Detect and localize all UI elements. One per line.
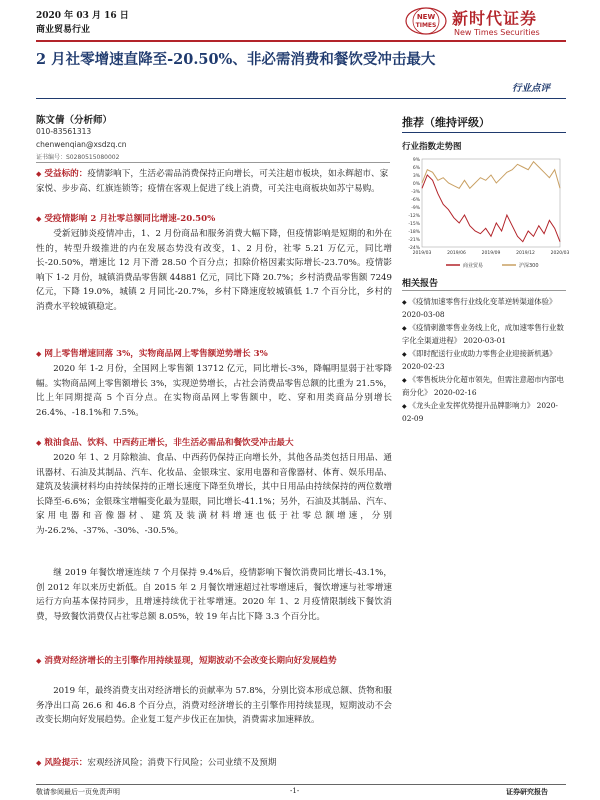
svg-text:TIMES: TIMES: [415, 22, 437, 29]
industry-index-chart: [400, 155, 570, 275]
x-tick-label: 2019/12: [516, 251, 535, 256]
analyst-email[interactable]: chenwenqian@xsdzq.cn: [36, 140, 127, 149]
y-tick-label: -18%: [408, 230, 420, 235]
risk-heading: 风险提示：: [44, 758, 88, 768]
y-tick-label: 0%: [412, 182, 420, 187]
series-line: [422, 162, 560, 189]
y-tick-label: -24%: [408, 246, 420, 251]
related-divider: [402, 290, 566, 291]
bullet-diamond-icon: ◆: [402, 351, 407, 358]
section-heading-categories: ◆ 粮油食品、饮料、中西药正增长，非生活必需品和餐饮受冲击最大: [36, 438, 294, 448]
bullet-diamond-icon: ◆: [402, 403, 407, 410]
bullet-diamond-icon: ◆: [402, 377, 407, 384]
brand-name-en: New Times Securities: [454, 28, 540, 37]
brand-logo-icon: [404, 6, 448, 36]
analyst-cert: 证书编号：S0280515080002: [36, 154, 120, 161]
footer-doc-type: 证券研究报告: [506, 787, 548, 796]
related-report-title: 《疫情刺激零售业务线上化，成加速零售行业数字化全渠道进程》 2020-03-01: [402, 323, 564, 345]
series-line: [422, 175, 560, 242]
bullet-diamond-icon: ◆: [36, 170, 42, 178]
legend-label: 商业贸易: [463, 263, 484, 269]
related-report-item[interactable]: [402, 322, 566, 347]
bullet-diamond-icon: ◆: [36, 349, 42, 358]
footer-divider: [36, 784, 566, 785]
bullet-diamond-icon: ◆: [36, 656, 42, 665]
related-report-item[interactable]: [402, 400, 566, 425]
analyst-phone: 010-83561313: [36, 127, 92, 136]
bullet-diamond-icon: ◆: [402, 325, 407, 332]
y-tick-label: -21%: [408, 238, 420, 243]
chart-title: 行业指数走势图: [402, 142, 462, 152]
x-tick-label: 2019/09: [481, 251, 501, 256]
industry-label: 商业贸易行业: [36, 25, 91, 35]
x-tick-label: 2020/03: [550, 251, 570, 256]
related-reports-title: 相关报告: [402, 279, 439, 289]
title-divider: [36, 98, 566, 99]
footer-page-number: -1-: [290, 787, 300, 795]
paragraph-retail-sales: 受新冠肺炎疫情冲击，1、2 月份商品和服务消费大幅下降，但疫情影响是短期的和外在性的，转型升级推进的内在发展态势没有改变，1、2 月份，社零 5.21 万亿元，同比增长-20.50%，增速比 12 月下滑 28.50 个百分点；扣除价格因素实际增长-23.70%。疫情影响下 1-2 月份，城镇消费品零售额 44881 亿元，同比下降 20.7%；乡村消费品零售额 7249 亿元，下降 19.0%，城镇 2 月同比-20.7%，乡村下降速度较城镇低 1.7 个百分比，乡村的消费水平较城镇稳定。: [36, 229, 392, 312]
y-tick-label: -3%: [411, 190, 420, 195]
report-date: 2020 年 03 月 16 日: [36, 11, 129, 21]
bullet-diamond-icon: ◆: [36, 759, 42, 767]
y-tick-label: -6%: [411, 198, 420, 203]
section-heading-online-retail: ◆ 网上零售增速回落 3%，实物商品网上零售额逆势增长 3%: [36, 349, 268, 359]
y-tick-label: 9%: [412, 158, 420, 163]
rating-label: 推荐（维持评级）: [402, 116, 490, 129]
beneficiary-paragraph: [36, 167, 392, 196]
related-report-item[interactable]: [402, 374, 566, 399]
related-report-title: 《疫情加速零售行业线化变革逆转渠道体验》 2020-03-08: [402, 297, 557, 319]
bullet-diamond-icon: ◆: [36, 214, 42, 223]
y-tick-label: -9%: [411, 206, 420, 211]
paragraph-catering: 继 2019 年餐饮增速连续 7 个月保持 9.4%后，疫情影响下餐饮消费同比增长-43.1%，创 2012 年以来历史新低。自 2015 年 2 月餐饮增速超过社零增速后，餐饮增速与社零增速运行方向基本保持同步，且增速持续优于社零增速。2020 年 1、2 月疫情限制线下餐饮消费，导致餐饮消费仅占社零总额 8.05%，较 19 年占比下降 3.3 个百分比。: [36, 568, 392, 622]
legend-label: 沪深300: [519, 263, 539, 269]
bullet-diamond-icon: ◆: [402, 299, 407, 306]
x-tick-label: 2019/03: [412, 251, 432, 256]
risk-paragraph: [36, 756, 392, 771]
beneficiary-heading: 受益标的：: [44, 169, 88, 179]
paragraph-categories: 2020 年 1、2 月除粮油、食品、中西药仍保持正向增长外，其他各品类包括日用品、通讯器材、石油及其制品、汽车、化妆品、金银珠宝、家用电器和音像器材、体育、娱乐用品、建筑及装潢材料均由持续保持的正增长速度下降至负增长，其中日用品由持续保持的两位数增长降至-6.6%；金银珠宝增幅变化最为显眼，同比增长-41.1%；另外，石油及其制品、汽车、家用电器和音像器材、建筑及装潢材料增速也低于社零总额增速，分别为-26.2%、-37%、-30%、-30.5%。: [36, 453, 392, 536]
related-report-title: 《龙头企业发挥优势提升品牌影响力》 2020-02-09: [402, 401, 558, 423]
paragraph-consumption-engine: 2019 年，最终消费支出对经济增长的贡献率为 57.8%，分别比资本形成总额、货物和服务净出口高 26.6 和 46.8 个百分点，消费对经济增长的主引擎作用持续显现，短期波动不会改变长期向好发展趋势。企业复工复产步伐正在加快，消费需求加速释放。: [36, 686, 392, 725]
risk-text: 宏观经济风险；消费下行风险；公司业绩不及预期: [87, 758, 277, 768]
y-tick-label: -12%: [408, 214, 420, 219]
bullet-diamond-icon: ◆: [36, 438, 42, 447]
report-title: 2 月社零增速直降至-20.50%、非必需消费和餐饮受冲击最大: [36, 51, 436, 68]
rating-divider: [402, 132, 566, 133]
related-report-item[interactable]: [402, 348, 566, 373]
header-divider: [36, 40, 566, 42]
x-tick-label: 2019/06: [447, 251, 466, 256]
footer-disclaimer[interactable]: 敬请参阅最后一页免责声明: [36, 788, 120, 796]
brand-name-cn: 新时代证券: [452, 9, 538, 28]
paragraph-online-retail: 2020 年 1-2 月份，全国网上零售额 13712 亿元，同比增长-3%，降幅明显弱于社零降幅。实物商品网上零售额增长 3%，实现逆势增长，占社会消费品零售总额的比重为 21.5%，比上年同期提高 5 个百分点。在实物商品网上零售额中，吃、穿和用类商品分别增长 26.4%、-18.1%和 7.5%。: [36, 364, 392, 418]
analyst-divider: [36, 162, 390, 163]
beneficiary-text: 疫情影响下，生活必需品消费保持正向增长，可关注超市板块，如永辉超市、家家悦、步步高、红旗连锁等；疫情在客观上促进了线上消费，可关注电商板块如苏宁易购。: [36, 169, 389, 194]
y-tick-label: -15%: [408, 222, 420, 227]
section-heading-retail-sales: ◆ 受疫情影响 2 月社零总额同比增速-20.50%: [36, 214, 216, 224]
y-tick-label: 3%: [412, 174, 420, 179]
svg-text:NEW: NEW: [416, 13, 436, 21]
analyst-name: 陈文倩（分析师）: [36, 115, 113, 126]
section-heading-consumption-engine: ◆ 消费对经济增长的主引擎作用持续显现，短期波动不会改变长期向好发展趋势: [36, 656, 337, 666]
report-type-tag: 行业点评: [512, 83, 551, 94]
related-report-title: 《即时配送行业成助力零售企业迎接新机遇》 2020-02-23: [402, 349, 557, 371]
related-report-title: 《零售板块分化超市领先，但需注意超市内部电商分化》 2020-02-16: [402, 375, 564, 397]
related-report-item[interactable]: [402, 296, 566, 321]
y-tick-label: 6%: [412, 166, 420, 171]
